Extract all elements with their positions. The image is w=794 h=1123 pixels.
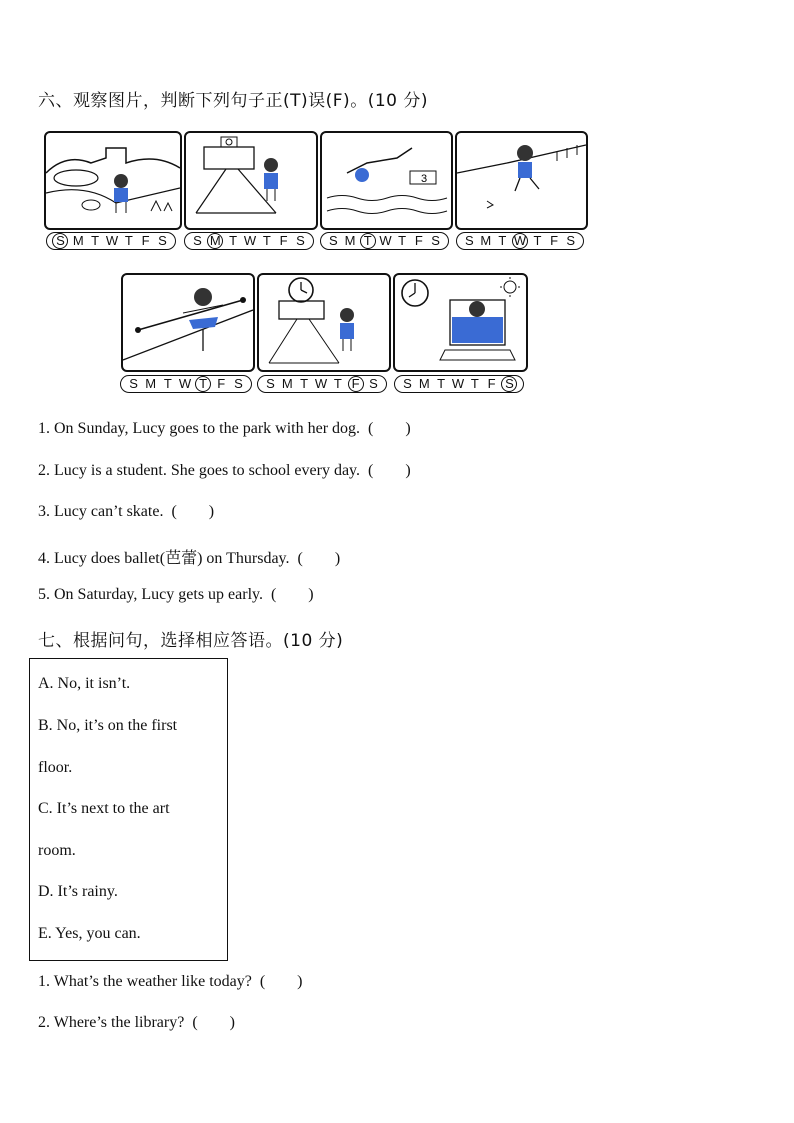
question-6-3: 3. Lucy can’t skate. ( ) (38, 503, 215, 520)
school-clock-illustration (259, 275, 389, 370)
day-label: T (124, 233, 133, 248)
days-strip-4 (456, 232, 584, 250)
day-label: F (414, 233, 423, 248)
question-6-4: 4. Lucy does ballet(芭蕾) on Thursday. ( ) (38, 550, 341, 567)
day-label: W (178, 376, 192, 391)
day-label: S (403, 376, 412, 391)
picture-school-clock (257, 273, 391, 372)
days-strip-3 (320, 232, 449, 250)
park-dog-illustration (46, 133, 180, 228)
day-label: F (217, 376, 226, 391)
question-7-1: 1. What’s the weather like today? ( ) (38, 973, 303, 990)
day-label: T (398, 233, 407, 248)
day-label: T (195, 376, 211, 392)
days-strip-6 (257, 375, 387, 393)
day-label: M (344, 233, 356, 248)
days-strip-2 (184, 232, 314, 250)
day-label: M (281, 376, 293, 391)
picture-skating (455, 131, 588, 230)
day-label: S (464, 233, 474, 248)
day-label: W (105, 233, 119, 248)
day-label: M (480, 233, 492, 248)
day-label: T (262, 233, 271, 248)
day-label: W (513, 233, 527, 248)
day-label: W (243, 233, 257, 248)
day-label: T (533, 233, 542, 248)
day-label: W (314, 376, 328, 391)
day-label: T (300, 376, 309, 391)
days-strip-7 (394, 375, 524, 393)
day-label: S (234, 376, 243, 391)
day-label: F (550, 233, 559, 248)
day-label: S (501, 376, 517, 392)
option-a: A. No, it isn’t. (38, 675, 131, 692)
ballet-illustration (123, 275, 253, 370)
option-c: C. It’s next to the art (38, 800, 170, 817)
question-7-2: 2. Where’s the library? ( ) (38, 1014, 235, 1031)
day-label: W (451, 376, 465, 391)
day-label: T (91, 233, 100, 248)
day-label: F (279, 233, 288, 248)
day-label: T (437, 376, 446, 391)
day-label: S (431, 233, 440, 248)
option-d: D. It’s rainy. (38, 883, 118, 900)
option-e: E. Yes, you can. (38, 925, 141, 942)
swimming-illustration (322, 133, 451, 228)
day-label: W (379, 233, 392, 248)
day-label: F (141, 233, 150, 248)
picture-going-to-school (184, 131, 318, 230)
day-label: S (329, 233, 338, 248)
sleeping-illustration (395, 275, 526, 370)
day-label: T (333, 376, 342, 391)
day-label: S (369, 376, 378, 391)
day-label: M (72, 233, 84, 248)
day-label: T (229, 233, 238, 248)
picture-park-with-dog (44, 131, 182, 230)
days-strip-5 (120, 375, 252, 393)
day-label: M (207, 233, 223, 249)
school-illustration (186, 133, 316, 228)
day-label: T (163, 376, 172, 391)
question-6-1: 1. On Sunday, Lucy goes to the park with her dog. ( ) (38, 420, 411, 437)
day-label: S (296, 233, 305, 248)
option-b-cont: floor. (38, 759, 73, 776)
day-label: T (470, 376, 479, 391)
option-c-cont: room. (38, 842, 76, 859)
day-label: S (52, 233, 68, 249)
day-label: S (158, 233, 167, 248)
day-label: S (266, 376, 275, 391)
day-label: S (566, 233, 575, 248)
question-6-5: 5. On Saturday, Lucy gets up early. ( ) (38, 586, 314, 603)
section-6-title: 六、观察图片，判断下列句子正(T)误(F)。(10 分) (38, 91, 428, 111)
day-label: S (129, 376, 138, 391)
day-label: T (498, 233, 507, 248)
day-label: F (348, 376, 364, 392)
picture-ballet (121, 273, 255, 372)
day-label: M (418, 376, 430, 391)
picture-swimming (320, 131, 453, 230)
option-b: B. No, it’s on the first (38, 717, 178, 734)
picture-sleeping (393, 273, 528, 372)
days-strip-1 (46, 232, 176, 250)
section-7-title: 七、根据问句，选择相应答语。(10 分) (38, 631, 344, 651)
question-6-2: 2. Lucy is a student. She goes to school every day. ( ) (38, 462, 411, 479)
day-label: F (487, 376, 496, 391)
skating-illustration (457, 133, 586, 228)
day-label: S (193, 233, 202, 248)
day-label: M (145, 376, 157, 391)
pool-lane-number: 3 (421, 173, 428, 185)
day-label: T (360, 233, 376, 249)
